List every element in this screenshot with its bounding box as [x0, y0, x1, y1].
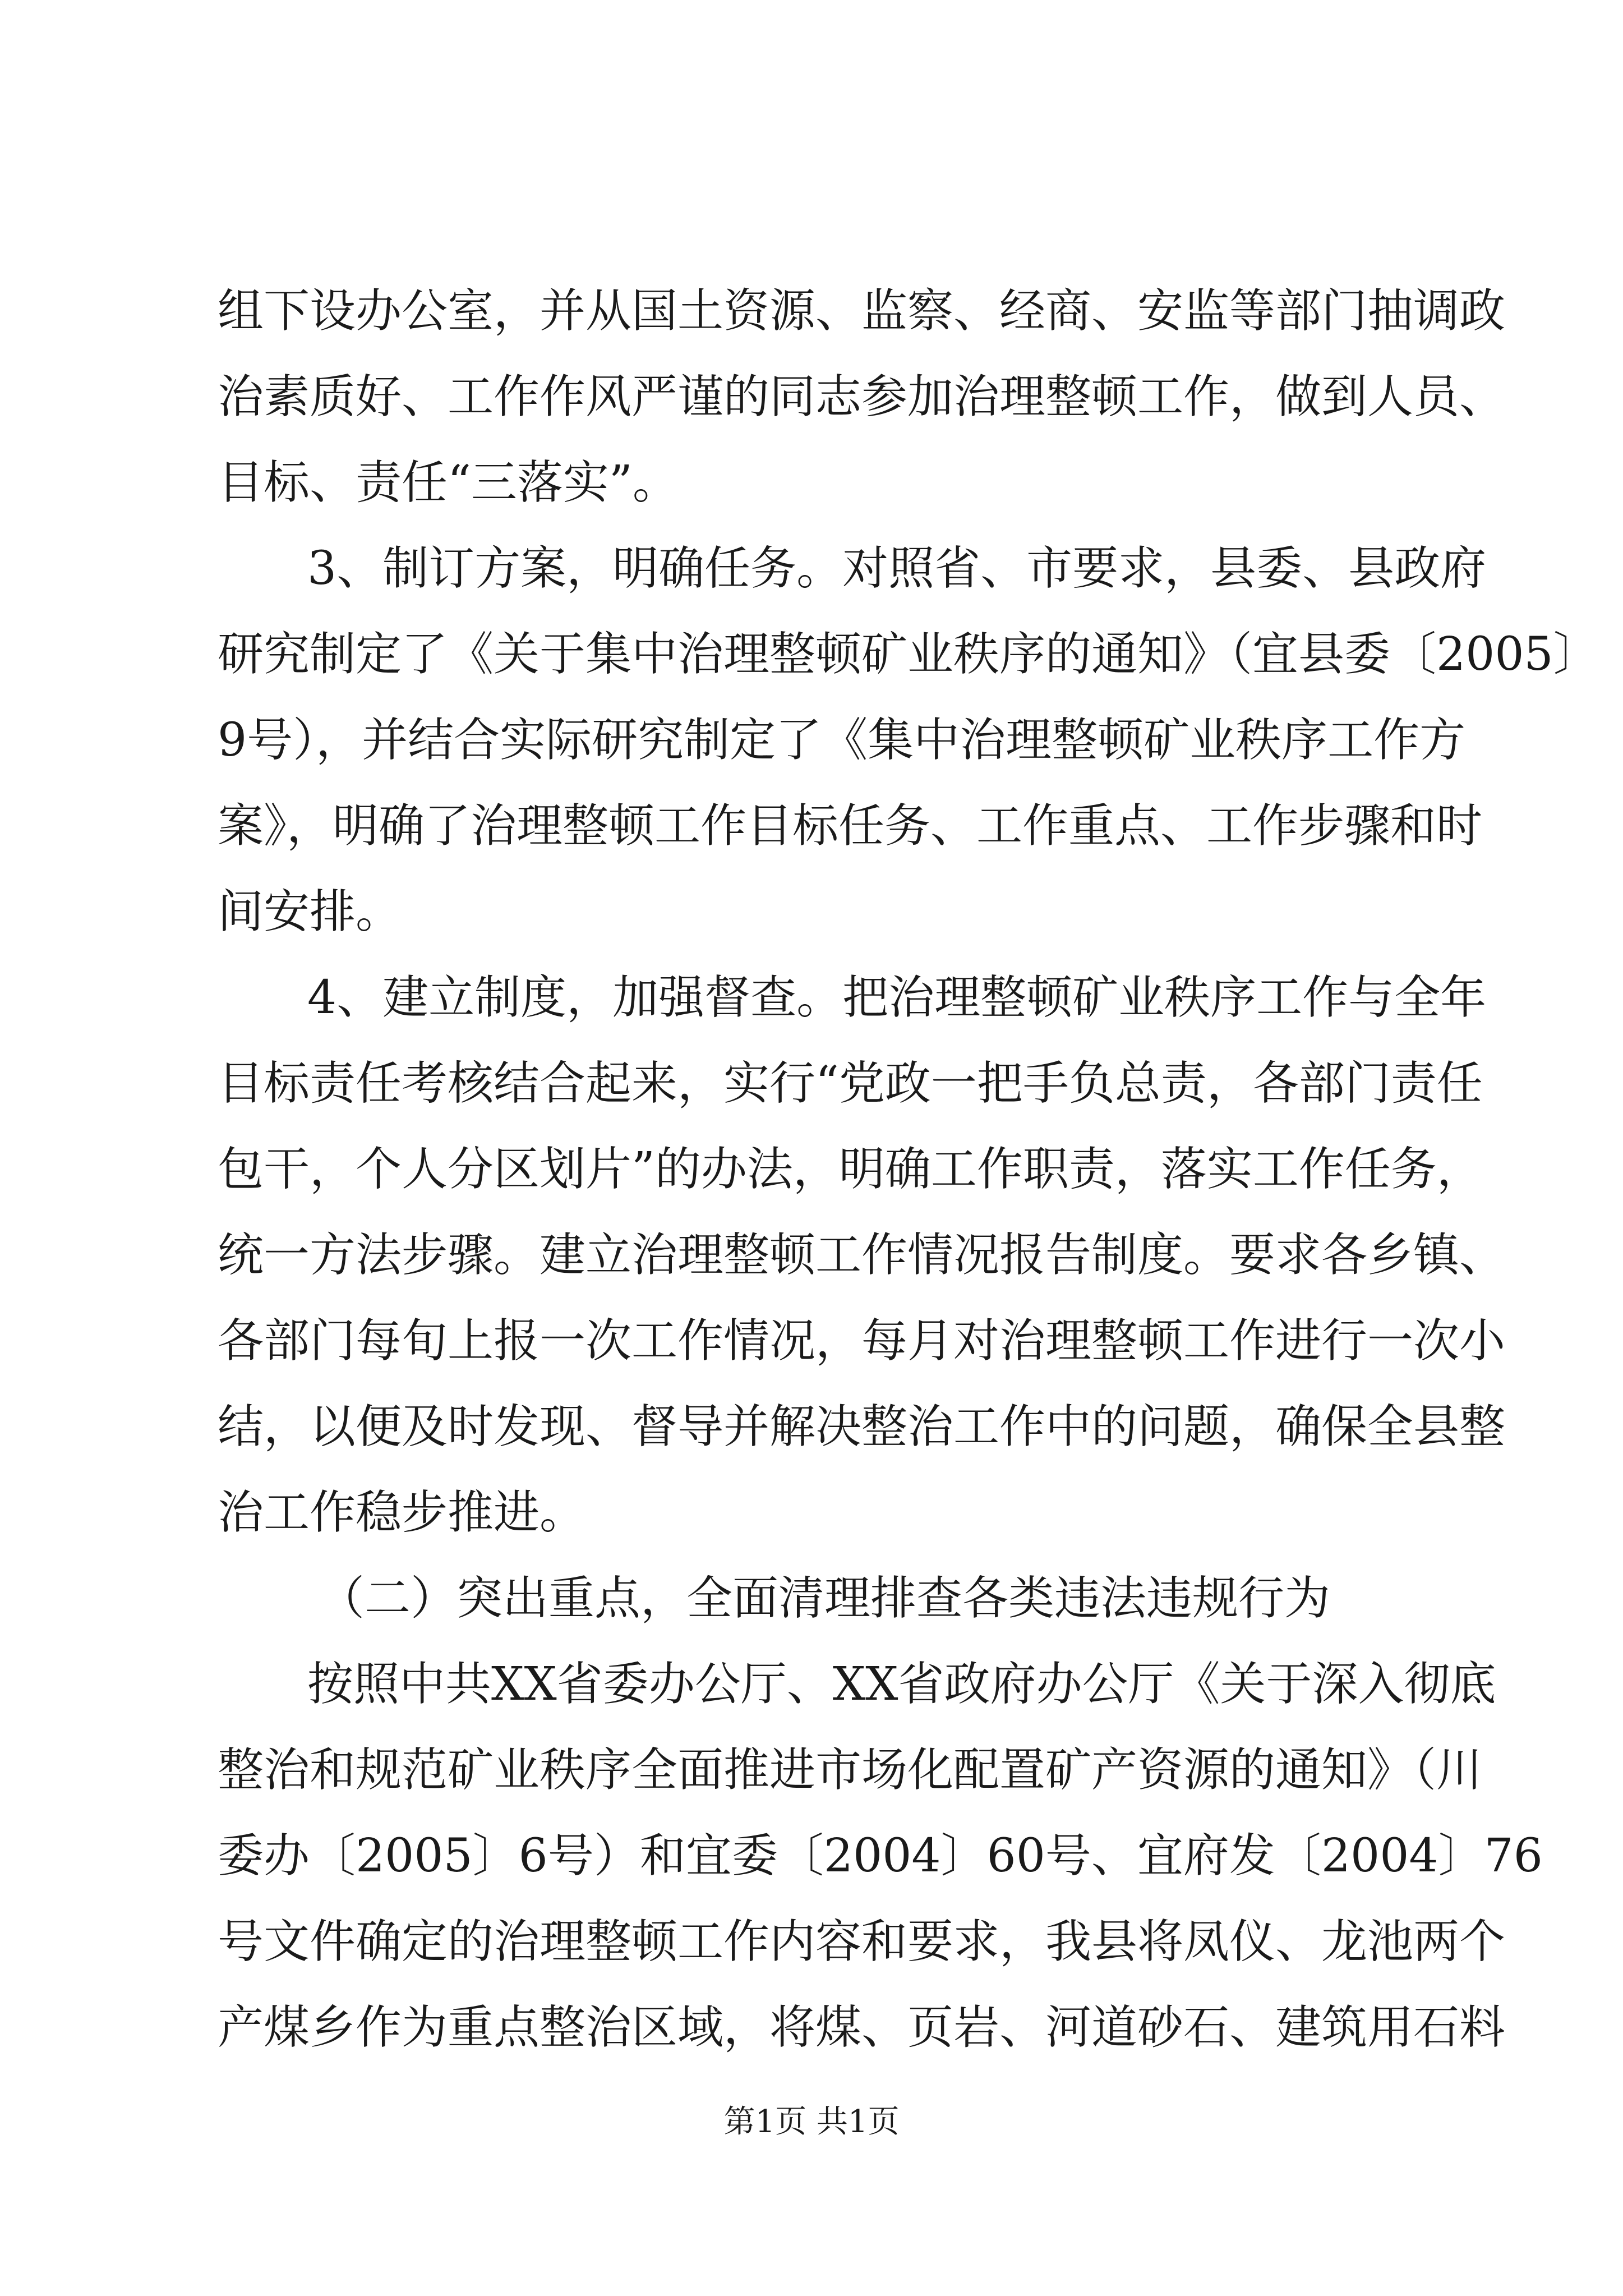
document-body [218, 268, 1599, 2070]
text-line: 案》，明确了治理整顿工作目标任务、工作重点、工作步骤和时 [218, 799, 1483, 853]
text-line: 产煤乡作为重点整治区域，将煤、页岩、河道砂石、建筑用石料 [218, 2001, 1506, 2054]
text-line: 研究制定了《关于集中治理整顿矿业秩序的通知》（宜县委〔2005〕 [218, 628, 1599, 681]
text-line: 号文件确定的治理整顿工作内容和要求，我县将凤仪、龙池两个 [218, 1915, 1506, 1968]
page-footer: 第1页 共1页 [723, 2104, 900, 2140]
text-line: 委办〔2005〕6号）和宜委〔2004〕60号、宜府发〔2004〕76 [218, 1829, 1543, 1883]
text-line: 结，以便及时发现、督导并解决整治工作中的问题，确保全县整 [218, 1400, 1506, 1453]
paragraph-start-line: 按照中共XX省委办公厅、XX省政府办公厅《关于深入彻底 [307, 1658, 1496, 1711]
paragraph-start-line: 3、制订方案，明确任务。对照省、市要求，县委、县政府 [307, 542, 1487, 595]
text-line: 组下设办公室，并从国土资源、监察、经商、安监等部门抽调政 [218, 284, 1506, 338]
text-line: 整治和规范矿业秩序全面推进市场化配置矿产资源的通知》（川 [218, 1743, 1483, 1797]
section-heading: （二）突出重点，全面清理排查各类违法违规行为 [319, 1572, 1331, 1625]
text-line: 目标、责任“三落实”。 [218, 456, 679, 509]
paragraph-start-line: 4、建立制度，加强督查。把治理整顿矿业秩序工作与全年 [307, 971, 1487, 1024]
text-line: 包干，个人分区划片”的办法，明确工作职责，落实工作任务， [218, 1143, 1483, 1196]
text-line: 9号），并结合实际研究制定了《集中治理整顿矿业秩序工作方 [218, 714, 1466, 767]
text-line: 统一方法步骤。建立治理整顿工作情况报告制度。要求各乡镇、 [218, 1228, 1506, 1282]
text-line: 治工作稳步推进。 [218, 1486, 586, 1539]
text-line: 间安排。 [218, 885, 402, 938]
text-line: 各部门每旬上报一次工作情况，每月对治理整顿工作进行一次小 [218, 1314, 1506, 1368]
text-line: 目标责任考核结合起来，实行“党政一把手负总责，各部门责任 [218, 1057, 1483, 1110]
text-line: 治素质好、工作作风严谨的同志参加治理整顿工作，做到人员、 [218, 370, 1506, 424]
